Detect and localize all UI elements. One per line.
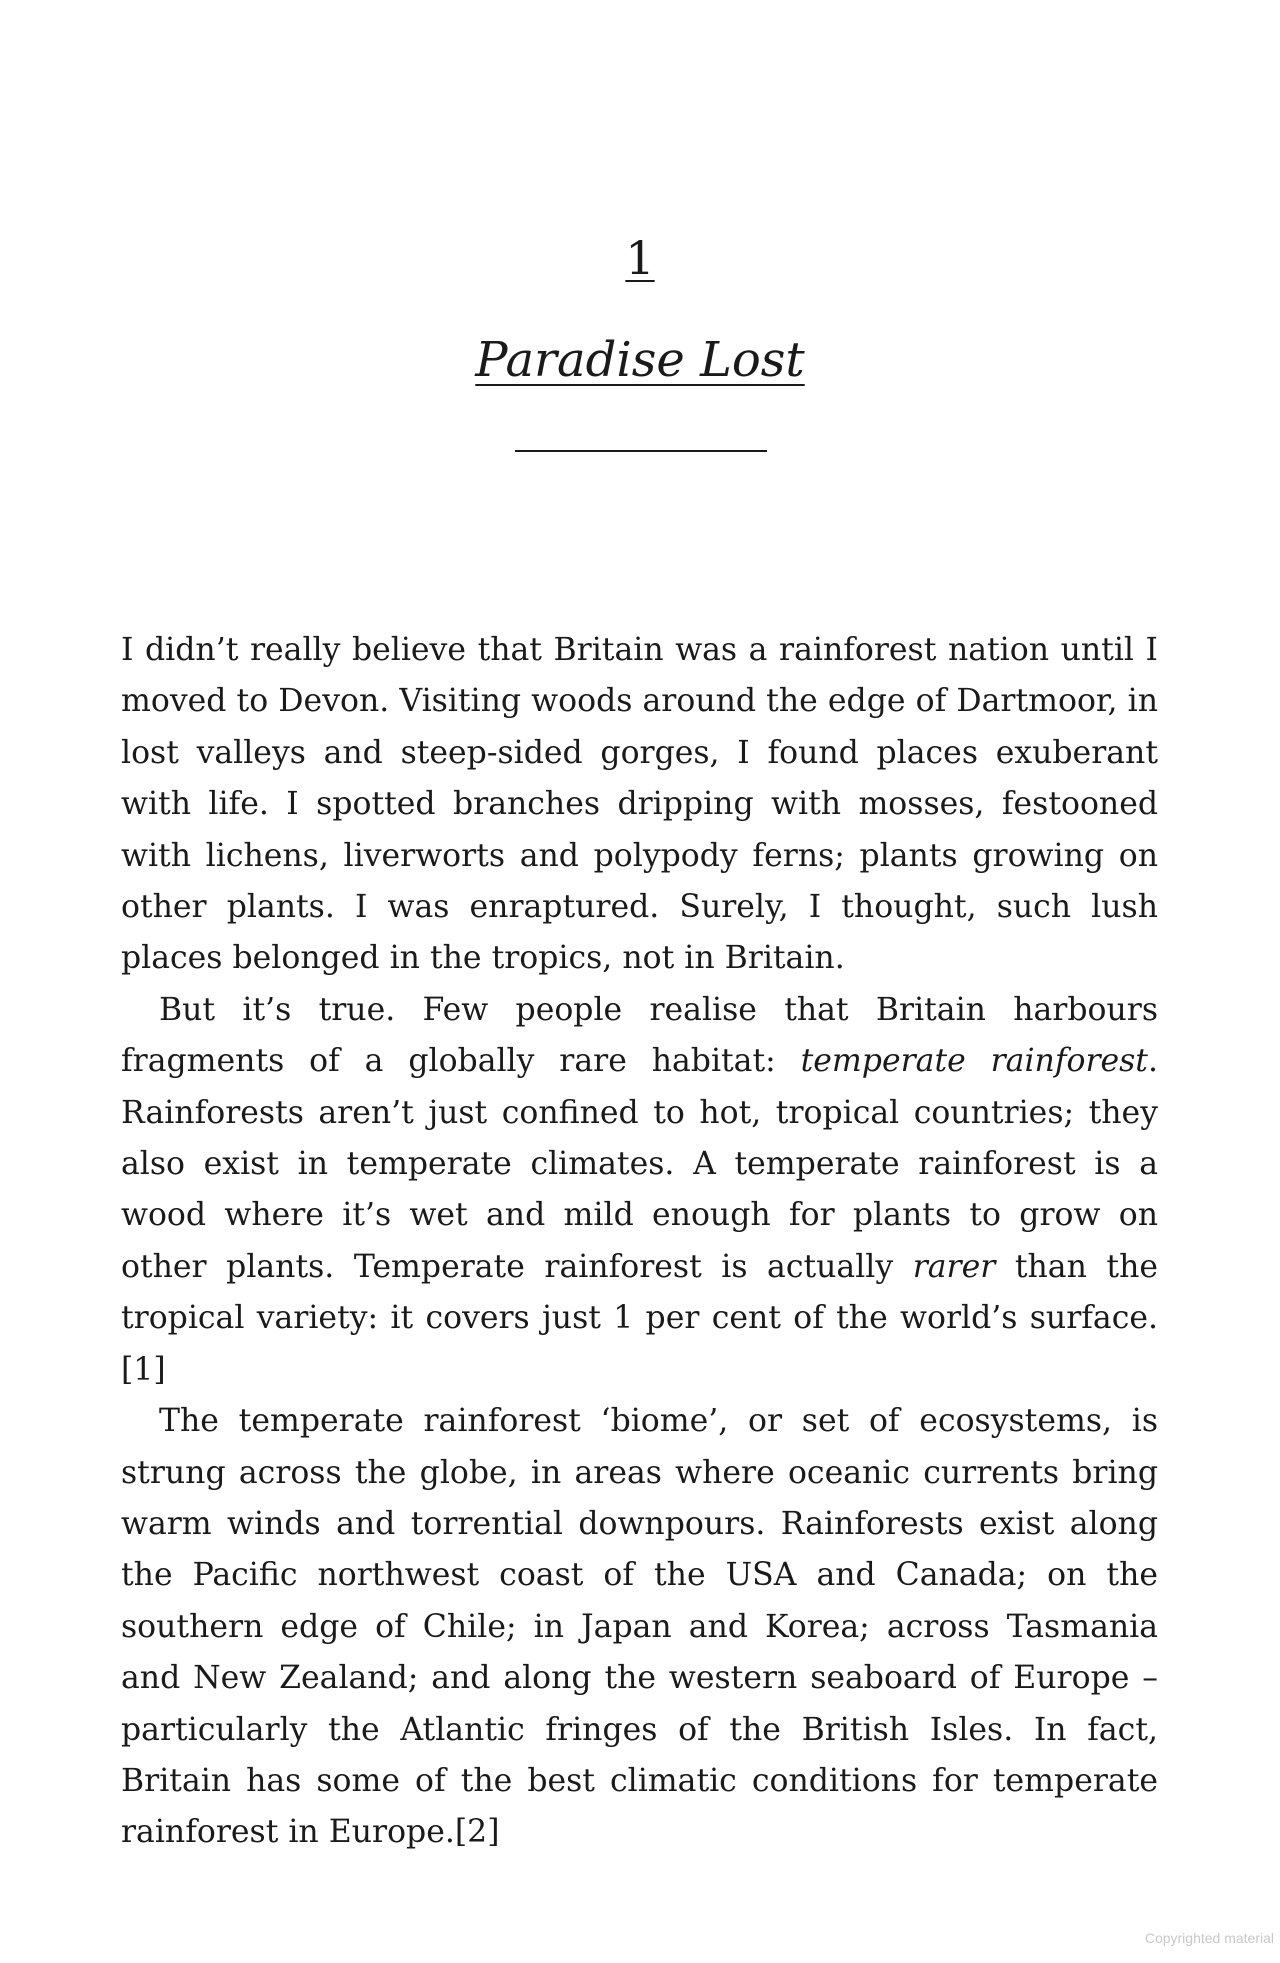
paragraph-2-part-3: than the tropical variety: it covers just 1 per cent of the world’s surface.[1]: [121, 1248, 1158, 1388]
paragraph-2-part-1: But it’s true. Few people realise that Britain harbours fragments of a globally rare habitat:: [121, 991, 1158, 1080]
copyright-watermark: Copyrighted material: [1144, 1930, 1274, 1946]
paragraph-1: I didn’t really believe that Britain was a rainforest nation until I moved to Devon. Visiting woods around the edge of Dartmoor, in lost valleys and steep-sided gorges, I found places exuberant with life. I spotted branches dripping with mosses, festooned with lichens, liverworts and polypody ferns; plants growing on other plants. I was enraptured. Surely, I thought, such lush places belonged in the tropics, not in Britain.: [121, 632, 1158, 977]
paragraph-2: [121, 985, 1158, 1396]
body-text: [121, 625, 1158, 1859]
paragraph-3: The temperate rainforest ‘biome’, or set of ecosystems, is strung across the globe, in areas where oceanic currents bring warm winds and torrential downpours. Rainforests exist along the Pacific northwest coast of the USA and Canada; on the southern edge of Chile; in Japan and Korea; across Tasmania and New Zealand; and along the western seaboard of Europe – particularly the Atlantic fringes of the British Isles. In fact, Britain has some of the best climatic conditions for temperate rainforest in Europe.[2]: [121, 1403, 1158, 1851]
chapter-number: 1: [625, 231, 655, 285]
chapter-title: Paradise Lost: [475, 332, 805, 388]
emphasis-rarer: rarer: [912, 1248, 996, 1285]
title-divider: [515, 450, 767, 452]
paragraph-2-part-2: . Rainforests aren’t just confined to hot, tropical countries; they also exist in temperate climates. A temperate rainforest is a wood where it’s wet and mild enough for plants to grow on other plants. Temperate rainforest is actually: [121, 1043, 1158, 1285]
emphasis-temperate-rainforest: temperate rainforest: [800, 1043, 1148, 1080]
